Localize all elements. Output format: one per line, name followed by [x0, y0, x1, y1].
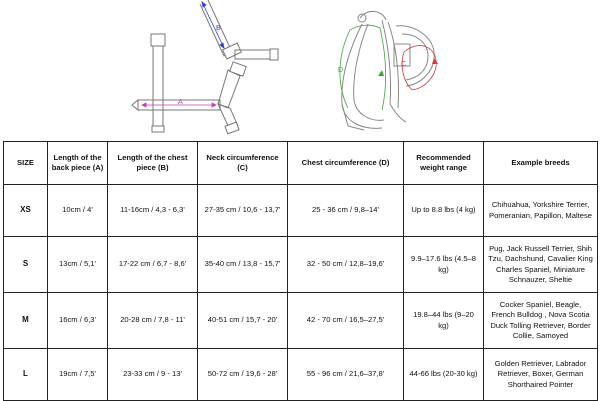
back-cell: 16cm / 6,3' — [48, 293, 108, 349]
neck-cell: 35-40 cm / 13,8 - 15,7' — [198, 237, 288, 293]
table-header-row — [4, 142, 598, 185]
table-row — [4, 293, 598, 349]
label-c: C — [401, 61, 407, 68]
chest-circ-cell: 55 - 96 cm / 21,6–37,8' — [288, 349, 404, 401]
worn-harness-diagram — [322, 4, 452, 138]
table-row — [4, 237, 598, 293]
breeds-cell: Pug, Jack Russell Terrier, Shih Tzu, Dachshund, Cavalier King Charles Spaniel, Miniature Schnauzer, Sheltie — [484, 237, 598, 293]
weight-cell: Up to 8.8 lbs (4 kg) — [404, 185, 484, 237]
header-breeds: Example breeds — [484, 142, 598, 185]
weight-cell: 19.8–44 lbs (9–20 kg) — [404, 293, 484, 349]
size-chart-table — [3, 141, 598, 401]
header-neck: Neck circumference (C) — [198, 142, 288, 185]
header-chest-circ: Chest circumference (D) — [288, 142, 404, 185]
chest-piece-cell: 23-33 cm / 9 - 13' — [108, 349, 198, 401]
size-cell: L — [4, 349, 48, 401]
neck-cell: 40-51 cm / 15,7 - 20' — [198, 293, 288, 349]
size-cell: S — [4, 237, 48, 293]
chest-piece-cell: 17-22 cm / 6,7 - 8,6' — [108, 237, 198, 293]
size-cell: XS — [4, 185, 48, 237]
weight-cell: 44-66 lbs (20-30 kg) — [404, 349, 484, 401]
header-chest-piece: Length of the chest piece (B) — [108, 142, 198, 185]
label-b: B — [216, 25, 221, 32]
back-cell: 19cm / 7,5' — [48, 349, 108, 401]
size-cell: M — [4, 293, 48, 349]
header-weight: Recommended weight range — [404, 142, 484, 185]
breeds-cell: Chihuahua, Yorkshire Terrier, Pomeranian, Papillon, Maltese — [484, 185, 598, 237]
chest-circ-cell: 32 - 50 cm / 12,8–19,6' — [288, 237, 404, 293]
neck-cell: 27-35 cm / 10,6 - 13,7' — [198, 185, 288, 237]
chest-piece-cell: 20-28 cm / 7,8 - 11' — [108, 293, 198, 349]
diagram-area — [0, 0, 600, 140]
label-d: D — [338, 67, 344, 74]
header-size: SIZE — [4, 142, 48, 185]
table-row — [4, 185, 598, 237]
header-back-length: Length of the back piece (A) — [48, 142, 108, 185]
breeds-cell: Golden Retriever, Labrador Retriever, Boxer, German Shorthaired Pointer — [484, 349, 598, 401]
neck-cell: 50-72 cm / 19,6 - 28' — [198, 349, 288, 401]
label-a: A — [178, 99, 183, 106]
back-cell: 13cm / 5,1' — [48, 237, 108, 293]
chest-circ-cell: 42 - 70 cm / 16,5–27,5' — [288, 293, 404, 349]
back-cell: 10cm / 4' — [48, 185, 108, 237]
weight-cell: 9.9–17.6 lbs (4.5–8 kg) — [404, 237, 484, 293]
breeds-cell: Cocker Spaniel, Beagle, French Bulldog , Nova Scotia Duck Tolling Retriever, Border Collie, Samoyed — [484, 293, 598, 349]
chest-circ-cell: 25 - 36 cm / 9,8–14' — [288, 185, 404, 237]
table-row — [4, 349, 598, 401]
chest-piece-cell: 11-16cm / 4,3 - 6,3' — [108, 185, 198, 237]
flat-harness-diagram — [120, 0, 280, 140]
